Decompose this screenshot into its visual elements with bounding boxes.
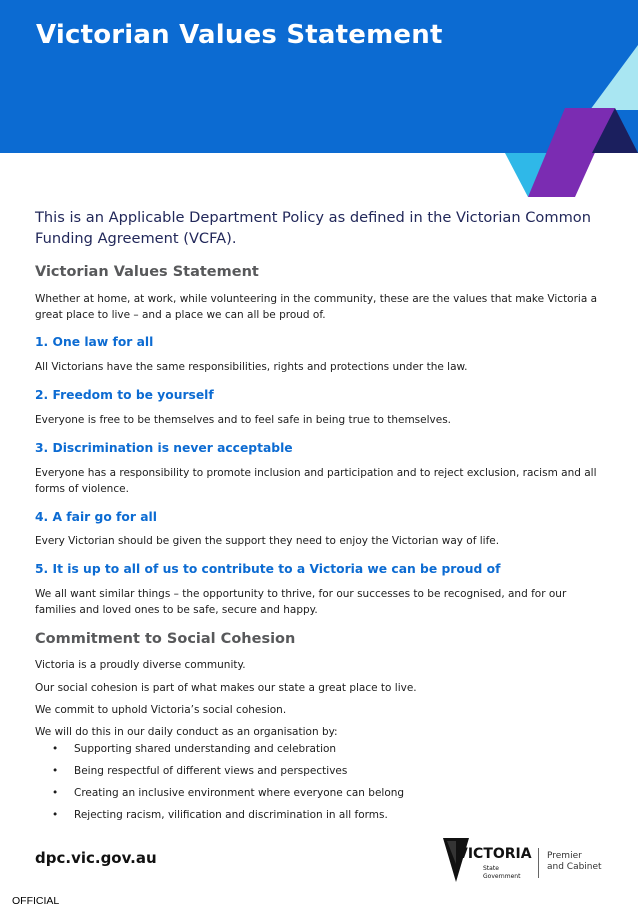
cohesion-line: Victoria is a proudly diverse community. xyxy=(35,659,246,671)
value-4-text: Every Victorian should be given the support they need to enjoy the Victorian way of life. xyxy=(35,535,500,547)
value-4-heading: 4. A fair go for all xyxy=(35,510,157,524)
value-1-text: All Victorians have the same responsibilities, rights and protections under the law. xyxy=(35,361,468,373)
victoria-state-government-logo-icon xyxy=(443,838,533,886)
value-2-heading: 2. Freedom to be yourself xyxy=(35,388,214,402)
cohesion-line: We commit to uphold Victoria’s social cohesion. xyxy=(35,704,287,716)
list-item-text: Creating an inclusive environment where everyone can belong xyxy=(74,787,405,799)
value-3-text: Everyone has a responsibility to promote inclusion and participation and to reject exclusion, racism and all forms of violence. xyxy=(35,467,597,495)
header-banner xyxy=(0,0,638,153)
list-item xyxy=(52,741,404,763)
department-line-1: Premier xyxy=(547,851,582,861)
logo-word: VICTORIA xyxy=(457,846,532,862)
list-item xyxy=(52,807,404,829)
cohesion-bullet-list xyxy=(52,741,404,829)
value-3-heading: 3. Discrimination is never acceptable xyxy=(35,441,293,455)
department-name xyxy=(547,851,602,873)
list-item-text: Supporting shared understanding and celebration xyxy=(74,743,337,755)
logo-divider xyxy=(538,848,539,878)
value-2-text: Everyone is free to be themselves and to feel safe in being true to themselves. xyxy=(35,414,452,426)
website-link[interactable]: dpc.vic.gov.au xyxy=(35,849,157,867)
cohesion-heading: Commitment to Social Cohesion xyxy=(35,631,296,647)
page-title: Victorian Values Statement xyxy=(36,20,443,50)
classification-label: OFFICIAL xyxy=(12,895,60,907)
bullet-icon: • xyxy=(52,765,59,777)
logo-sub1: State xyxy=(483,865,499,872)
list-item-text: Rejecting racism, vilification and discrimination in all forms. xyxy=(74,809,388,821)
value-5-heading: 5. It is up to all of us to contribute to a Victoria we can be proud of xyxy=(35,562,501,576)
list-item-text: Being respectful of different views and perspectives xyxy=(74,765,348,777)
value-1-heading: 1. One law for all xyxy=(35,335,154,349)
values-intro-paragraph: Whether at home, at work, while volunteering in the community, these are the values that make Victoria a great place to live – and a place we can all be proud of. xyxy=(35,293,598,321)
cohesion-line: Our social cohesion is part of what makes our state a great place to live. xyxy=(35,682,417,694)
value-5-text: We all want similar things – the opportunity to thrive, for our successes to be recognised, and for our families and loved ones to be safe, secure and happy. xyxy=(35,588,567,616)
bullet-icon: • xyxy=(52,787,59,799)
bullet-icon: • xyxy=(52,809,59,821)
values-heading: Victorian Values Statement xyxy=(35,264,259,280)
intro-text: This is an Applicable Department Policy as defined in the Victorian Common Funding Agreement (VCFA). xyxy=(35,209,591,247)
logo-sub2: Government xyxy=(483,873,521,880)
department-line-2: and Cabinet xyxy=(547,862,602,872)
bullet-icon: • xyxy=(52,743,59,755)
cohesion-line: We will do this in our daily conduct as an organisation by: xyxy=(35,726,338,738)
chevron-cyan xyxy=(505,153,553,197)
list-item xyxy=(52,763,404,785)
list-item xyxy=(52,785,404,807)
